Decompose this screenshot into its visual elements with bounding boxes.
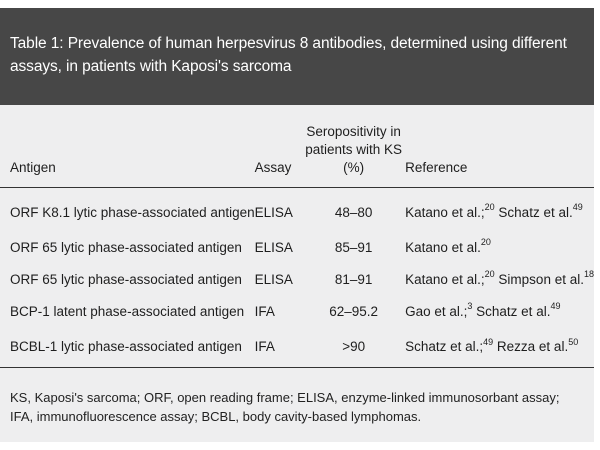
header-seropositivity-line2: patients with KS (%) <box>305 141 403 175</box>
reference-author: Gao et al.; <box>405 303 468 319</box>
reference-number: 20 <box>480 237 491 247</box>
reference-number: 18 <box>583 269 594 279</box>
reference-author: Katano et al.; <box>405 271 485 287</box>
table-body <box>0 187 594 367</box>
reference-author: Katano et al.; <box>405 204 485 220</box>
header-assay: Assay <box>255 105 303 187</box>
cell-assay: ELISA <box>254 204 293 220</box>
table-row <box>0 263 594 295</box>
reference-author: Schatz et al. <box>472 303 551 319</box>
reference-author: Rezza et al. <box>493 339 569 355</box>
reference-number: 49 <box>572 202 583 213</box>
cell-antigen: BCBL-1 lytic phase-associated antigen <box>0 327 255 367</box>
table-title: Table 1: Prevalence of human herpesvirus 8 antibodies, determined using different assays, in patients with Kaposi's sarcoma <box>0 8 594 105</box>
table-row <box>0 231 594 263</box>
reference-author: Schatz et al. <box>494 204 573 220</box>
reference-number: 20 <box>484 269 495 279</box>
cell-antigen: BCP-1 latent phase-associated antigen <box>10 303 245 319</box>
table-footnote: KS, Kaposi's sarcoma; ORF, open reading frame; ELISA, enzyme-linked immunosorbant assay; IFA, immunofluorescence assay; BCBL, body cavity-based lymphomas. <box>10 390 560 424</box>
cell-reference <box>405 327 594 367</box>
reference-author: Schatz et al.; <box>405 339 484 355</box>
reference-number: 49 <box>483 336 494 347</box>
cell-reference <box>405 187 594 231</box>
cell-seropositivity: >90 <box>302 327 405 367</box>
cell-seropositivity: 62–95.2 <box>329 303 379 319</box>
reference-number: 20 <box>484 202 495 213</box>
cell-antigen: ORF K8.1 lytic phase-associated antigen <box>10 204 255 220</box>
header-row <box>0 105 594 187</box>
header-antigen: Antigen <box>0 105 255 187</box>
table-row <box>0 327 594 367</box>
table-card <box>0 8 594 442</box>
cell-seropositivity: 85–91 <box>334 239 373 255</box>
table-row <box>0 187 594 231</box>
header-seropositivity <box>302 105 405 187</box>
cell-antigen: ORF 65 lytic phase-associated antigen <box>10 271 242 287</box>
reference-number: 3 <box>467 301 473 311</box>
cell-reference <box>405 295 594 327</box>
data-table <box>0 105 594 368</box>
cell-reference <box>405 263 594 295</box>
cell-assay: IFA <box>255 327 303 367</box>
header-seropositivity-line1: Seropositivity in <box>306 123 401 139</box>
cell-antigen: ORF 65 lytic phase-associated antigen <box>10 239 242 255</box>
reference-author: Katano et al. <box>405 239 481 255</box>
reference-number: 50 <box>568 336 579 347</box>
cell-assay: ELISA <box>254 271 293 287</box>
cell-reference <box>405 231 594 263</box>
cell-assay: IFA <box>254 303 275 319</box>
reference-number: 49 <box>550 301 561 311</box>
table-row <box>0 295 594 327</box>
cell-seropositivity: 81–91 <box>334 271 373 287</box>
cell-seropositivity: 48–80 <box>334 204 373 220</box>
cell-assay: ELISA <box>254 239 293 255</box>
header-reference: Reference <box>405 105 594 187</box>
reference-author: Simpson et al. <box>494 271 584 287</box>
